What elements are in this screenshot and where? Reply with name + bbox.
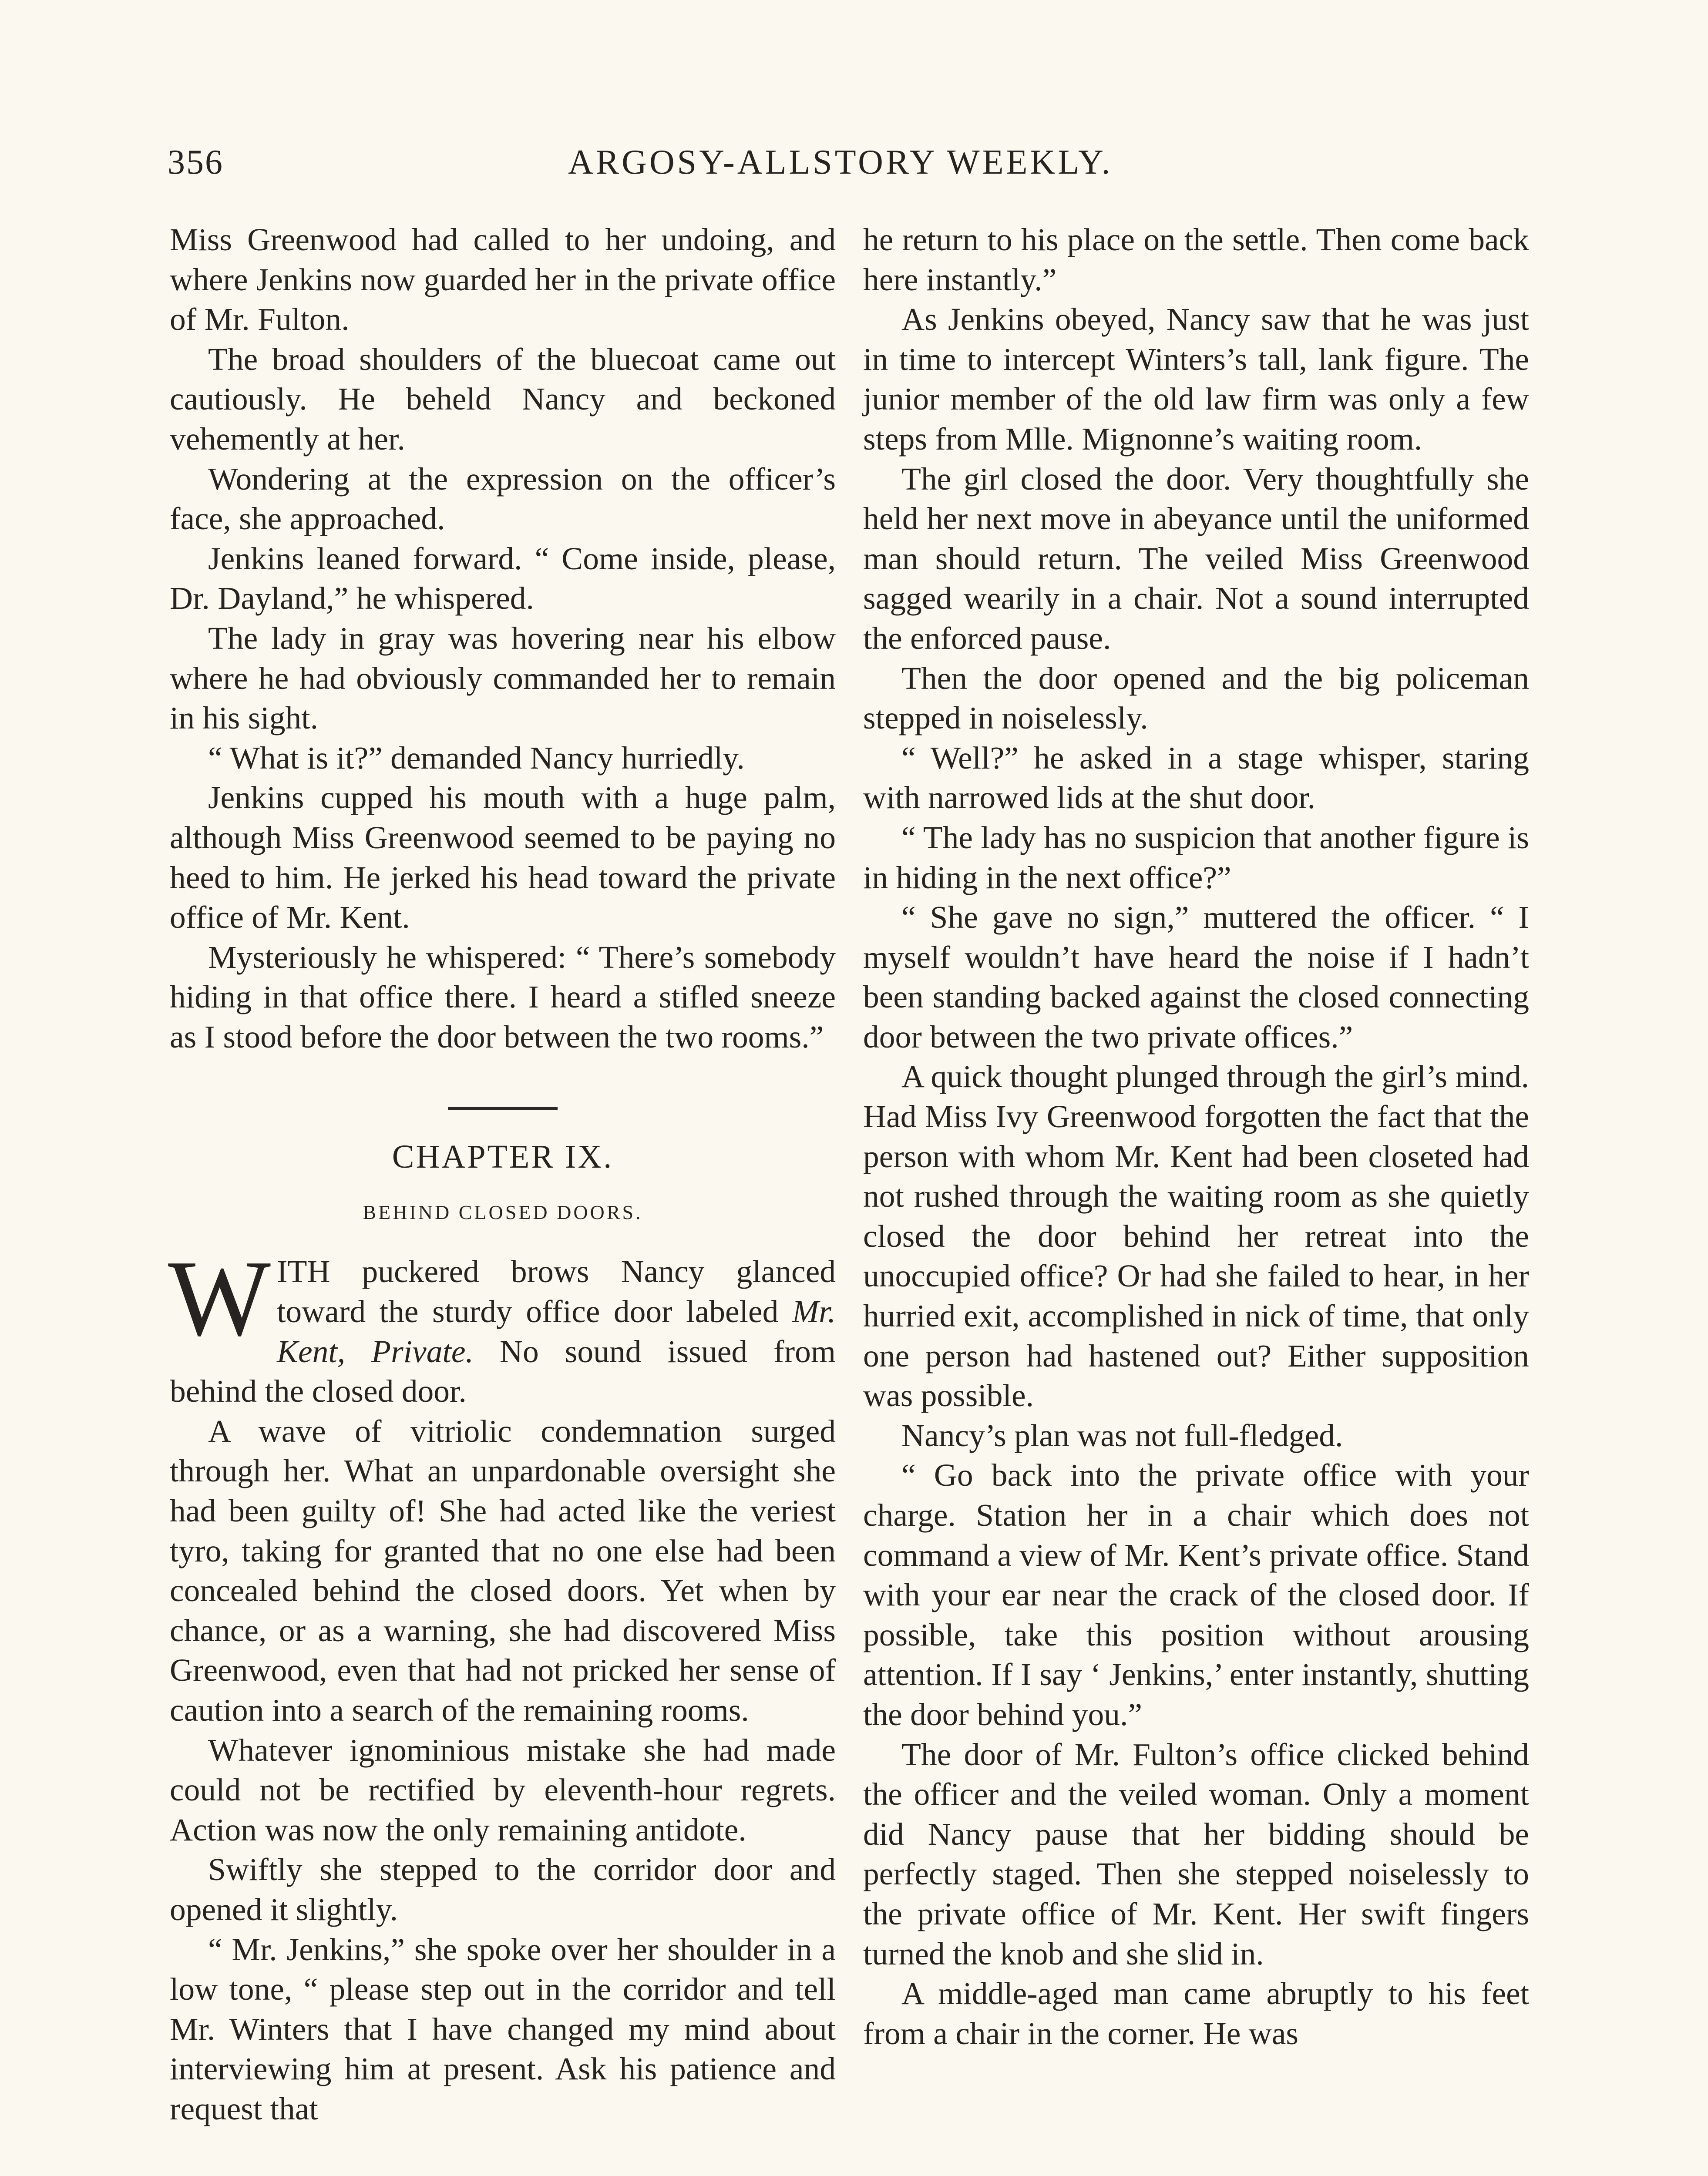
page-header [168, 138, 1560, 191]
paragraph: Wondering at the expression on the officer’s face, she approached. [170, 461, 836, 537]
drop-cap: W [168, 1238, 271, 1359]
paragraph: Whatever ignominious mistake she had made could not be rectified by eleventh-hour regrets. Action was now the only remaining antidote. [170, 1732, 836, 1847]
running-head: ARGOSY-ALLSTORY WEEKLY. [568, 143, 1113, 181]
paragraph: “ Well?” he asked in a stage whisper, staring with narrowed lids at the shut door. [863, 740, 1529, 816]
paragraph-continuation: he return to his place on the settle. Then come back here instantly.” [863, 222, 1529, 297]
paragraph: The broad shoulders of the bluecoat came out cautiously. He beheld Nancy and beckoned vehemently at her. [170, 341, 836, 457]
chapter-title: CHAPTER IX. [392, 1138, 614, 1175]
paragraph: Swiftly she stepped to the corridor door and opened it slightly. [170, 1852, 836, 1927]
paragraph: A wave of vitriolic condemnation surged through her. What an unpardonable oversight she had been guilty of! She had acted like the veriest tyro, taking for granted that no one else had been concealed behind the closed doors. Yet when by chance, or as a warning, she had discovered Miss Greenwood, even that had not pricked her sense of caution into a search of the remaining rooms. [170, 1413, 836, 1728]
paragraph: A middle-aged man came abruptly to his feet from a chair in the corner. He was [863, 1976, 1529, 2051]
paragraph: Jenkins leaned forward. “ Come inside, please, Dr. Dayland,” he whispered. [170, 541, 836, 616]
paragraph: The girl closed the door. Very thoughtfully she held her next move in abeyance until the uniformed man should return. The veiled Miss Greenwood sagged wearily in a chair. Not a sound interrupted the enforced pause. [863, 461, 1529, 656]
chapter-opening-end: No sound issued from behind the closed door. [170, 1333, 836, 1409]
paragraph: “ What is it?” demanded Nancy hurriedly. [208, 740, 745, 776]
paragraph: Nancy’s plan was not full-fledged. [901, 1417, 1343, 1453]
paragraph: The lady in gray was hovering near his elbow where he had obviously commanded her to remain in his sight. [170, 620, 836, 736]
paragraph: A quick thought plunged through the girl’s mind. Had Miss Ivy Greenwood forgotten the fact that the person with whom Mr. Kent had been closeted had not rushed through the waiting room as she quietly closed the door behind her retreat into the unoccupied office? Or had she failed to hear, in her hurried exit, accomplished in nick of time, that only one person had hastened out? Either supposition was possible. [863, 1059, 1529, 1414]
left-column [170, 220, 836, 2129]
chapter-opening-text: ITH puckered brows Nancy glanced toward the sturdy office door labeled [276, 1254, 836, 1330]
paragraph: “ She gave no sign,” muttered the officer. “ I myself wouldn’t have heard the noise if I hadn’t been standing backed against the closed connecting door between the two private offices.” [863, 900, 1529, 1054]
door-label-italic: Mr. Kent, Private. [276, 1294, 836, 1369]
section-divider [448, 1107, 558, 1110]
chapter-subtitle: BEHIND CLOSED DOORS. [363, 1201, 643, 1224]
paragraph: As Jenkins obeyed, Nancy saw that he was just in time to intercept Winters’s tall, lank figure. The junior member of the old law firm was only a few steps from Mlle. Mignonne’s waiting room. [863, 302, 1529, 457]
paragraph: “ Mr. Jenkins,” she spoke over her shoulder in a low tone, “ please step out in the corridor and tell Mr. Winters that I have changed my mind about interviewing him at present. Ask his patience and request that [170, 1931, 836, 2126]
paragraph: Then the door opened and the big policeman stepped in noiselessly. [863, 660, 1529, 736]
paragraph: Jenkins cupped his mouth with a huge palm, although Miss Greenwood seemed to be paying no heed to him. He jerked his head toward the private office of Mr. Kent. [170, 780, 836, 935]
chapter-opening-paragraph [168, 1238, 836, 1411]
paragraph: Miss Greenwood had called to her undoing, and where Jenkins now guarded her in the private office of Mr. Fulton. [170, 222, 836, 337]
paragraph: The door of Mr. Fulton’s office clicked behind the officer and the veiled woman. Only a moment did Nancy pause that her bidding should be perfectly staged. Then she stepped noiselessly to the private office of Mr. Kent. Her swift fingers turned the knob and she slid in. [863, 1736, 1529, 1971]
paragraph: “ The lady has no suspicion that another figure is in hiding in the next office?” [863, 819, 1529, 895]
paragraph: Mysteriously he whispered: “ There’s somebody hiding in that office there. I heard a stifled sneeze as I stood before the door between the two rooms.” [170, 939, 836, 1054]
right-column [863, 220, 1529, 2053]
page-number: 356 [168, 143, 224, 181]
paragraph: “ Go back into the private office with your charge. Station her in a chair which does not command a view of Mr. Kent’s private office. Stand with your ear near the crack of the closed door. If possible, take this position without arousing attention. If I say ‘ Jenkins,’ enter instantly, shutting the door behind you.” [863, 1457, 1529, 1732]
